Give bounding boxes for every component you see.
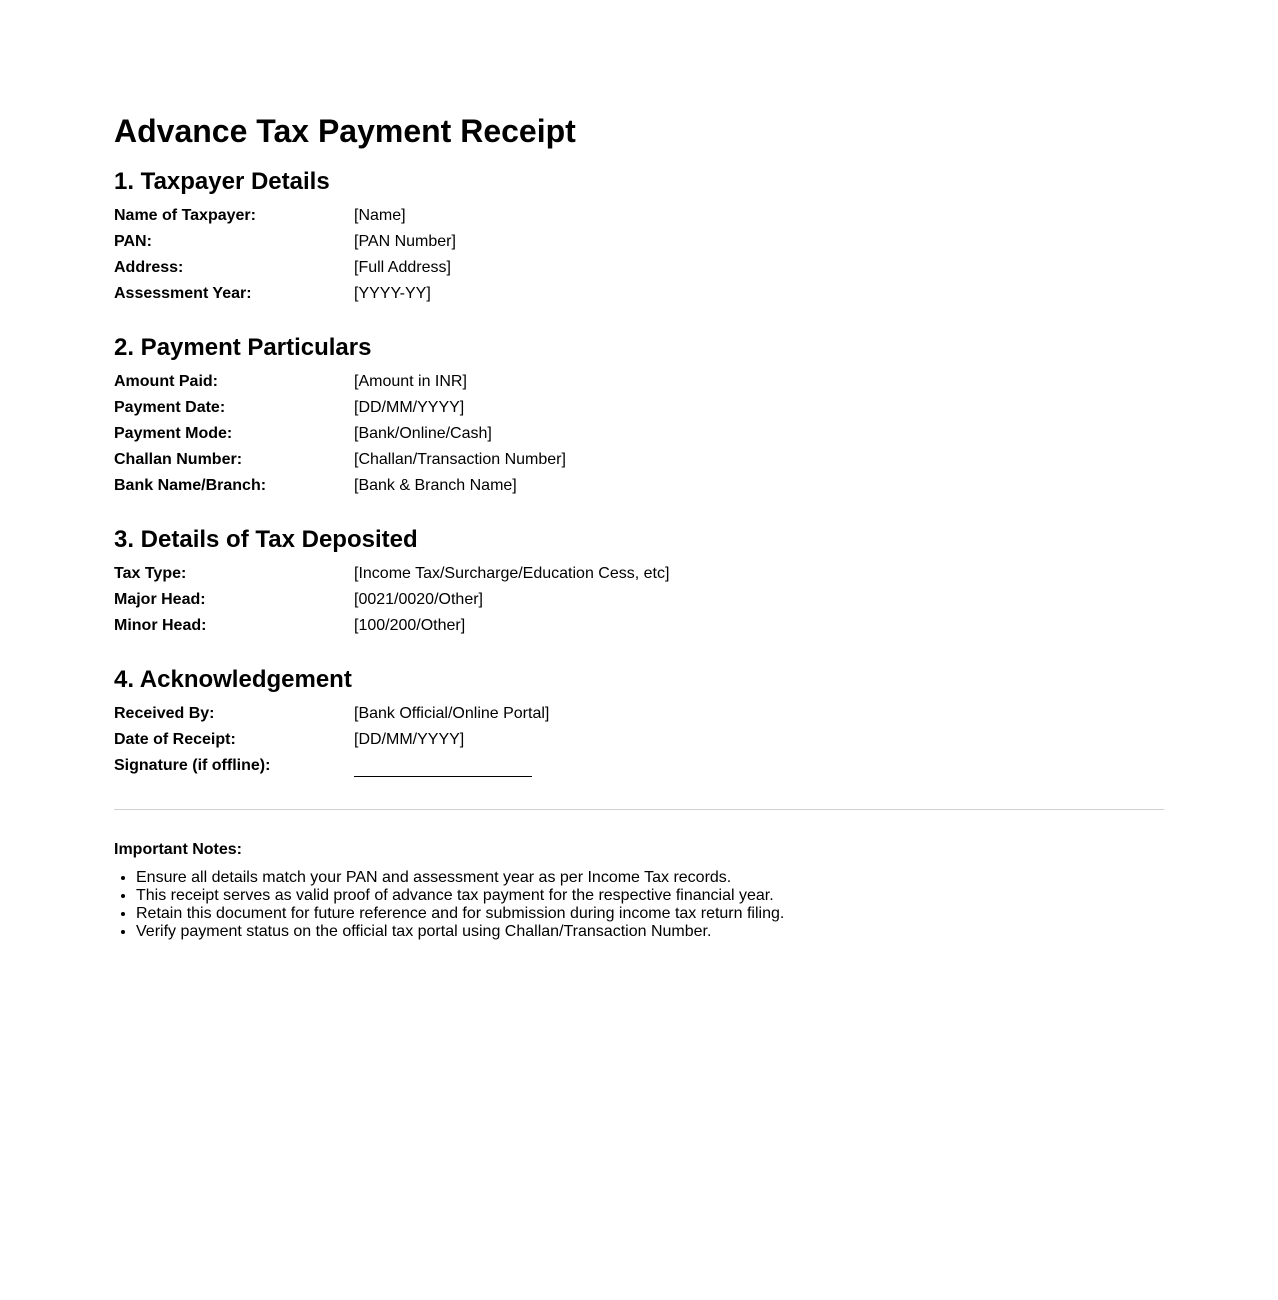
field-row	[114, 421, 566, 447]
field-row	[114, 369, 566, 395]
section-heading-tax-deposited: 3. Details of Tax Deposited	[114, 526, 418, 553]
field-row	[114, 203, 456, 229]
field-value: [Bank Official/Online Portal]	[354, 705, 550, 722]
field-value: [Challan/Transaction Number]	[354, 451, 566, 468]
field-value: [0021/0020/Other]	[354, 591, 483, 608]
notes-list	[114, 869, 1164, 941]
list-item: • Ensure all details match your PAN and assessment year as per Income Tax records.	[136, 869, 1164, 887]
signature-line	[354, 760, 532, 777]
field-value: [100/200/Other]	[354, 617, 466, 634]
field-label: Bank Name/Branch:	[114, 477, 267, 494]
field-value: [DD/MM/YYYY]	[354, 399, 465, 416]
acknowledgement-fields	[114, 701, 549, 779]
notes-heading: Important Notes:	[114, 841, 242, 858]
list-item: • This receipt serves as valid proof of advance tax payment for the respective financial year.	[136, 887, 1164, 905]
field-row	[114, 613, 669, 639]
section-heading-payment: 2. Payment Particulars	[114, 334, 372, 361]
divider	[114, 809, 1164, 810]
receipt-document	[114, 110, 1164, 941]
field-label: Address:	[114, 259, 184, 276]
field-value: [Income Tax/Surcharge/Education Cess, etc]	[354, 565, 670, 582]
section-heading-acknowledgement: 4. Acknowledgement	[114, 666, 352, 693]
field-row	[114, 447, 566, 473]
field-label: Amount Paid:	[114, 373, 218, 390]
field-value: [Bank & Branch Name]	[354, 477, 517, 494]
document-title: Advance Tax Payment Receipt	[114, 113, 576, 149]
field-label: Payment Date:	[114, 399, 226, 416]
field-value: [Amount in INR]	[354, 373, 467, 390]
taxpayer-details-section	[114, 167, 1164, 307]
acknowledgement-section	[114, 665, 1164, 779]
field-value: [YYYY-YY]	[354, 285, 431, 302]
important-notes-section	[114, 840, 1164, 941]
field-label: Tax Type:	[114, 565, 187, 582]
field-value: [DD/MM/YYYY]	[354, 731, 465, 748]
field-row	[114, 727, 549, 753]
field-row	[114, 701, 549, 727]
field-label: Payment Mode:	[114, 425, 233, 442]
field-row	[114, 561, 669, 587]
field-label: Signature (if offline):	[114, 757, 271, 774]
field-row	[114, 281, 456, 307]
taxpayer-fields	[114, 203, 456, 307]
field-value: [Bank/Online/Cash]	[354, 425, 492, 442]
field-row	[114, 255, 456, 281]
field-value: [PAN Number]	[354, 233, 456, 250]
list-item: • Verify payment status on the official tax portal using Challan/Transaction Number.	[136, 923, 1164, 941]
field-label: Assessment Year:	[114, 285, 252, 302]
field-label: Name of Taxpayer:	[114, 207, 256, 224]
field-label: Received By:	[114, 705, 215, 722]
tax-deposited-section	[114, 525, 1164, 639]
field-value: [Full Address]	[354, 259, 451, 276]
field-label: Minor Head:	[114, 617, 207, 634]
payment-particulars-section	[114, 333, 1164, 499]
field-row	[114, 229, 456, 255]
field-value: [Name]	[354, 207, 406, 224]
field-label: PAN:	[114, 233, 152, 250]
field-label: Challan Number:	[114, 451, 243, 468]
payment-fields	[114, 369, 566, 499]
field-row	[114, 753, 549, 779]
field-row	[114, 587, 669, 613]
field-label: Major Head:	[114, 591, 206, 608]
field-label: Date of Receipt:	[114, 731, 236, 748]
field-row	[114, 395, 566, 421]
signature-field	[354, 753, 549, 779]
field-row	[114, 473, 566, 499]
tax-deposited-fields	[114, 561, 669, 639]
section-heading-taxpayer: 1. Taxpayer Details	[114, 168, 330, 195]
list-item: • Retain this document for future reference and for submission during income tax return filing.	[136, 905, 1164, 923]
